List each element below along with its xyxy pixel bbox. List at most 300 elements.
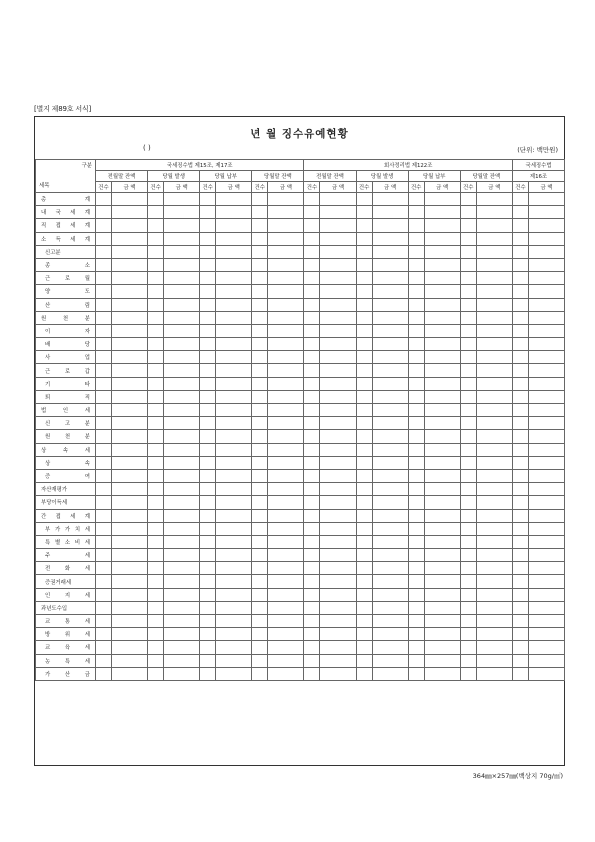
count-cell[interactable] (356, 456, 372, 469)
count-cell[interactable] (304, 311, 320, 324)
amount-cell[interactable] (372, 667, 408, 680)
amount-cell[interactable] (268, 390, 304, 403)
amount-cell[interactable] (216, 628, 252, 641)
count-cell[interactable] (512, 667, 528, 680)
count-cell[interactable] (252, 443, 268, 456)
amount-cell[interactable] (268, 324, 304, 337)
amount-cell[interactable] (476, 522, 512, 535)
count-cell[interactable] (408, 549, 424, 562)
amount-cell[interactable] (424, 206, 460, 219)
count-cell[interactable] (356, 549, 372, 562)
count-cell[interactable] (304, 245, 320, 258)
amount-cell[interactable] (372, 417, 408, 430)
count-cell[interactable] (200, 588, 216, 601)
count-cell[interactable] (408, 588, 424, 601)
amount-cell[interactable] (216, 404, 252, 417)
amount-cell[interactable] (424, 456, 460, 469)
count-cell[interactable] (304, 443, 320, 456)
amount-cell[interactable] (216, 469, 252, 482)
amount-cell[interactable] (372, 206, 408, 219)
amount-cell[interactable] (372, 258, 408, 271)
count-cell[interactable] (356, 509, 372, 522)
count-cell[interactable] (460, 206, 476, 219)
count-cell[interactable] (148, 456, 164, 469)
amount-cell[interactable] (320, 522, 356, 535)
count-cell[interactable] (148, 628, 164, 641)
count-cell[interactable] (200, 615, 216, 628)
count-cell[interactable] (304, 654, 320, 667)
amount-cell[interactable] (528, 377, 564, 390)
count-cell[interactable] (96, 417, 112, 430)
amount-cell[interactable] (164, 324, 200, 337)
amount-cell[interactable] (268, 206, 304, 219)
amount-cell[interactable] (476, 496, 512, 509)
amount-cell[interactable] (164, 667, 200, 680)
count-cell[interactable] (304, 615, 320, 628)
amount-cell[interactable] (164, 601, 200, 614)
amount-cell[interactable] (216, 654, 252, 667)
amount-cell[interactable] (320, 588, 356, 601)
amount-cell[interactable] (216, 285, 252, 298)
count-cell[interactable] (408, 193, 424, 206)
amount-cell[interactable] (216, 588, 252, 601)
count-cell[interactable] (512, 390, 528, 403)
amount-cell[interactable] (476, 641, 512, 654)
count-cell[interactable] (356, 324, 372, 337)
count-cell[interactable] (356, 430, 372, 443)
count-cell[interactable] (200, 522, 216, 535)
count-cell[interactable] (252, 483, 268, 496)
count-cell[interactable] (356, 298, 372, 311)
count-cell[interactable] (252, 496, 268, 509)
count-cell[interactable] (356, 654, 372, 667)
amount-cell[interactable] (528, 509, 564, 522)
amount-cell[interactable] (112, 483, 148, 496)
count-cell[interactable] (200, 219, 216, 232)
amount-cell[interactable] (424, 562, 460, 575)
amount-cell[interactable] (424, 272, 460, 285)
count-cell[interactable] (304, 601, 320, 614)
amount-cell[interactable] (164, 377, 200, 390)
count-cell[interactable] (460, 601, 476, 614)
amount-cell[interactable] (372, 404, 408, 417)
count-cell[interactable] (408, 417, 424, 430)
count-cell[interactable] (304, 575, 320, 588)
count-cell[interactable] (252, 522, 268, 535)
count-cell[interactable] (304, 232, 320, 245)
count-cell[interactable] (356, 575, 372, 588)
amount-cell[interactable] (268, 430, 304, 443)
amount-cell[interactable] (216, 641, 252, 654)
count-cell[interactable] (148, 364, 164, 377)
count-cell[interactable] (408, 456, 424, 469)
count-cell[interactable] (252, 219, 268, 232)
amount-cell[interactable] (372, 615, 408, 628)
amount-cell[interactable] (476, 298, 512, 311)
count-cell[interactable] (356, 483, 372, 496)
amount-cell[interactable] (320, 628, 356, 641)
count-cell[interactable] (512, 443, 528, 456)
count-cell[interactable] (460, 219, 476, 232)
amount-cell[interactable] (164, 522, 200, 535)
amount-cell[interactable] (476, 443, 512, 456)
count-cell[interactable] (304, 483, 320, 496)
count-cell[interactable] (460, 232, 476, 245)
amount-cell[interactable] (112, 549, 148, 562)
amount-cell[interactable] (112, 232, 148, 245)
count-cell[interactable] (200, 232, 216, 245)
count-cell[interactable] (252, 456, 268, 469)
amount-cell[interactable] (112, 258, 148, 271)
count-cell[interactable] (252, 549, 268, 562)
amount-cell[interactable] (320, 324, 356, 337)
amount-cell[interactable] (320, 601, 356, 614)
count-cell[interactable] (460, 443, 476, 456)
count-cell[interactable] (356, 364, 372, 377)
amount-cell[interactable] (164, 469, 200, 482)
amount-cell[interactable] (372, 338, 408, 351)
count-cell[interactable] (356, 535, 372, 548)
amount-cell[interactable] (268, 496, 304, 509)
amount-cell[interactable] (528, 298, 564, 311)
amount-cell[interactable] (424, 285, 460, 298)
count-cell[interactable] (200, 338, 216, 351)
amount-cell[interactable] (528, 654, 564, 667)
amount-cell[interactable] (320, 206, 356, 219)
amount-cell[interactable] (268, 588, 304, 601)
amount-cell[interactable] (528, 232, 564, 245)
count-cell[interactable] (304, 377, 320, 390)
count-cell[interactable] (96, 601, 112, 614)
amount-cell[interactable] (320, 667, 356, 680)
count-cell[interactable] (408, 390, 424, 403)
amount-cell[interactable] (164, 443, 200, 456)
amount-cell[interactable] (372, 430, 408, 443)
amount-cell[interactable] (268, 601, 304, 614)
amount-cell[interactable] (424, 390, 460, 403)
count-cell[interactable] (200, 377, 216, 390)
count-cell[interactable] (356, 338, 372, 351)
amount-cell[interactable] (476, 285, 512, 298)
amount-cell[interactable] (320, 364, 356, 377)
amount-cell[interactable] (268, 667, 304, 680)
count-cell[interactable] (200, 601, 216, 614)
count-cell[interactable] (148, 285, 164, 298)
amount-cell[interactable] (424, 575, 460, 588)
count-cell[interactable] (96, 522, 112, 535)
count-cell[interactable] (304, 456, 320, 469)
amount-cell[interactable] (424, 193, 460, 206)
count-cell[interactable] (96, 549, 112, 562)
count-cell[interactable] (96, 298, 112, 311)
count-cell[interactable] (512, 338, 528, 351)
amount-cell[interactable] (476, 628, 512, 641)
count-cell[interactable] (304, 588, 320, 601)
count-cell[interactable] (356, 193, 372, 206)
amount-cell[interactable] (268, 509, 304, 522)
count-cell[interactable] (304, 641, 320, 654)
amount-cell[interactable] (528, 285, 564, 298)
amount-cell[interactable] (112, 377, 148, 390)
count-cell[interactable] (200, 272, 216, 285)
count-cell[interactable] (148, 377, 164, 390)
count-cell[interactable] (512, 258, 528, 271)
amount-cell[interactable] (528, 496, 564, 509)
count-cell[interactable] (408, 258, 424, 271)
amount-cell[interactable] (476, 654, 512, 667)
amount-cell[interactable] (424, 417, 460, 430)
count-cell[interactable] (460, 338, 476, 351)
amount-cell[interactable] (216, 549, 252, 562)
amount-cell[interactable] (424, 628, 460, 641)
count-cell[interactable] (356, 615, 372, 628)
count-cell[interactable] (148, 245, 164, 258)
amount-cell[interactable] (112, 469, 148, 482)
count-cell[interactable] (356, 417, 372, 430)
amount-cell[interactable] (372, 588, 408, 601)
amount-cell[interactable] (372, 522, 408, 535)
amount-cell[interactable] (424, 377, 460, 390)
count-cell[interactable] (148, 522, 164, 535)
amount-cell[interactable] (112, 509, 148, 522)
amount-cell[interactable] (476, 615, 512, 628)
count-cell[interactable] (408, 377, 424, 390)
amount-cell[interactable] (320, 496, 356, 509)
amount-cell[interactable] (372, 496, 408, 509)
amount-cell[interactable] (216, 193, 252, 206)
count-cell[interactable] (512, 404, 528, 417)
count-cell[interactable] (200, 535, 216, 548)
amount-cell[interactable] (320, 390, 356, 403)
count-cell[interactable] (200, 311, 216, 324)
count-cell[interactable] (512, 311, 528, 324)
amount-cell[interactable] (112, 245, 148, 258)
count-cell[interactable] (252, 285, 268, 298)
amount-cell[interactable] (320, 535, 356, 548)
count-cell[interactable] (96, 469, 112, 482)
amount-cell[interactable] (164, 206, 200, 219)
count-cell[interactable] (512, 377, 528, 390)
amount-cell[interactable] (424, 324, 460, 337)
amount-cell[interactable] (112, 324, 148, 337)
count-cell[interactable] (356, 390, 372, 403)
count-cell[interactable] (356, 562, 372, 575)
amount-cell[interactable] (424, 509, 460, 522)
amount-cell[interactable] (216, 219, 252, 232)
amount-cell[interactable] (476, 311, 512, 324)
amount-cell[interactable] (268, 351, 304, 364)
amount-cell[interactable] (112, 667, 148, 680)
count-cell[interactable] (252, 404, 268, 417)
count-cell[interactable] (96, 324, 112, 337)
count-cell[interactable] (304, 364, 320, 377)
amount-cell[interactable] (164, 588, 200, 601)
count-cell[interactable] (96, 575, 112, 588)
amount-cell[interactable] (268, 338, 304, 351)
amount-cell[interactable] (164, 404, 200, 417)
count-cell[interactable] (96, 272, 112, 285)
amount-cell[interactable] (268, 245, 304, 258)
count-cell[interactable] (512, 535, 528, 548)
amount-cell[interactable] (268, 549, 304, 562)
count-cell[interactable] (148, 588, 164, 601)
count-cell[interactable] (200, 245, 216, 258)
amount-cell[interactable] (320, 549, 356, 562)
amount-cell[interactable] (476, 338, 512, 351)
amount-cell[interactable] (216, 601, 252, 614)
count-cell[interactable] (408, 206, 424, 219)
count-cell[interactable] (512, 324, 528, 337)
count-cell[interactable] (148, 351, 164, 364)
amount-cell[interactable] (424, 245, 460, 258)
amount-cell[interactable] (372, 351, 408, 364)
amount-cell[interactable] (528, 456, 564, 469)
count-cell[interactable] (460, 351, 476, 364)
count-cell[interactable] (460, 575, 476, 588)
amount-cell[interactable] (164, 232, 200, 245)
count-cell[interactable] (200, 443, 216, 456)
amount-cell[interactable] (320, 219, 356, 232)
amount-cell[interactable] (528, 417, 564, 430)
count-cell[interactable] (304, 667, 320, 680)
count-cell[interactable] (512, 245, 528, 258)
count-cell[interactable] (252, 509, 268, 522)
count-cell[interactable] (148, 575, 164, 588)
amount-cell[interactable] (424, 298, 460, 311)
count-cell[interactable] (200, 430, 216, 443)
count-cell[interactable] (304, 430, 320, 443)
count-cell[interactable] (200, 549, 216, 562)
amount-cell[interactable] (112, 298, 148, 311)
count-cell[interactable] (252, 417, 268, 430)
amount-cell[interactable] (424, 641, 460, 654)
count-cell[interactable] (200, 667, 216, 680)
amount-cell[interactable] (528, 430, 564, 443)
amount-cell[interactable] (528, 324, 564, 337)
count-cell[interactable] (512, 654, 528, 667)
count-cell[interactable] (148, 232, 164, 245)
count-cell[interactable] (148, 615, 164, 628)
count-cell[interactable] (460, 456, 476, 469)
amount-cell[interactable] (476, 667, 512, 680)
amount-cell[interactable] (372, 562, 408, 575)
count-cell[interactable] (148, 483, 164, 496)
amount-cell[interactable] (320, 483, 356, 496)
amount-cell[interactable] (164, 272, 200, 285)
count-cell[interactable] (148, 562, 164, 575)
count-cell[interactable] (356, 667, 372, 680)
amount-cell[interactable] (476, 258, 512, 271)
amount-cell[interactable] (528, 483, 564, 496)
amount-cell[interactable] (164, 575, 200, 588)
count-cell[interactable] (460, 377, 476, 390)
amount-cell[interactable] (528, 549, 564, 562)
amount-cell[interactable] (424, 496, 460, 509)
amount-cell[interactable] (476, 601, 512, 614)
count-cell[interactable] (460, 364, 476, 377)
count-cell[interactable] (408, 562, 424, 575)
count-cell[interactable] (200, 456, 216, 469)
amount-cell[interactable] (216, 483, 252, 496)
amount-cell[interactable] (216, 575, 252, 588)
count-cell[interactable] (252, 390, 268, 403)
amount-cell[interactable] (164, 430, 200, 443)
amount-cell[interactable] (320, 641, 356, 654)
count-cell[interactable] (96, 193, 112, 206)
count-cell[interactable] (252, 628, 268, 641)
count-cell[interactable] (148, 641, 164, 654)
count-cell[interactable] (252, 654, 268, 667)
amount-cell[interactable] (320, 469, 356, 482)
count-cell[interactable] (512, 575, 528, 588)
count-cell[interactable] (148, 390, 164, 403)
amount-cell[interactable] (320, 272, 356, 285)
count-cell[interactable] (460, 496, 476, 509)
count-cell[interactable] (96, 311, 112, 324)
count-cell[interactable] (512, 206, 528, 219)
amount-cell[interactable] (372, 549, 408, 562)
amount-cell[interactable] (424, 588, 460, 601)
count-cell[interactable] (408, 575, 424, 588)
count-cell[interactable] (148, 667, 164, 680)
amount-cell[interactable] (164, 628, 200, 641)
amount-cell[interactable] (476, 483, 512, 496)
amount-cell[interactable] (216, 430, 252, 443)
amount-cell[interactable] (528, 338, 564, 351)
amount-cell[interactable] (424, 430, 460, 443)
count-cell[interactable] (96, 285, 112, 298)
count-cell[interactable] (304, 549, 320, 562)
count-cell[interactable] (512, 219, 528, 232)
amount-cell[interactable] (268, 219, 304, 232)
amount-cell[interactable] (528, 258, 564, 271)
amount-cell[interactable] (216, 496, 252, 509)
count-cell[interactable] (200, 364, 216, 377)
count-cell[interactable] (408, 641, 424, 654)
count-cell[interactable] (252, 364, 268, 377)
amount-cell[interactable] (372, 654, 408, 667)
amount-cell[interactable] (424, 522, 460, 535)
amount-cell[interactable] (112, 522, 148, 535)
count-cell[interactable] (512, 588, 528, 601)
count-cell[interactable] (148, 469, 164, 482)
count-cell[interactable] (512, 364, 528, 377)
count-cell[interactable] (304, 351, 320, 364)
count-cell[interactable] (96, 535, 112, 548)
amount-cell[interactable] (164, 641, 200, 654)
amount-cell[interactable] (268, 232, 304, 245)
amount-cell[interactable] (268, 469, 304, 482)
amount-cell[interactable] (372, 469, 408, 482)
count-cell[interactable] (252, 430, 268, 443)
count-cell[interactable] (408, 628, 424, 641)
count-cell[interactable] (460, 285, 476, 298)
count-cell[interactable] (356, 404, 372, 417)
count-cell[interactable] (200, 496, 216, 509)
count-cell[interactable] (408, 324, 424, 337)
count-cell[interactable] (200, 193, 216, 206)
count-cell[interactable] (96, 641, 112, 654)
count-cell[interactable] (96, 364, 112, 377)
count-cell[interactable] (304, 324, 320, 337)
count-cell[interactable] (252, 641, 268, 654)
count-cell[interactable] (460, 549, 476, 562)
count-cell[interactable] (96, 390, 112, 403)
count-cell[interactable] (408, 469, 424, 482)
amount-cell[interactable] (112, 338, 148, 351)
amount-cell[interactable] (268, 377, 304, 390)
count-cell[interactable] (408, 298, 424, 311)
